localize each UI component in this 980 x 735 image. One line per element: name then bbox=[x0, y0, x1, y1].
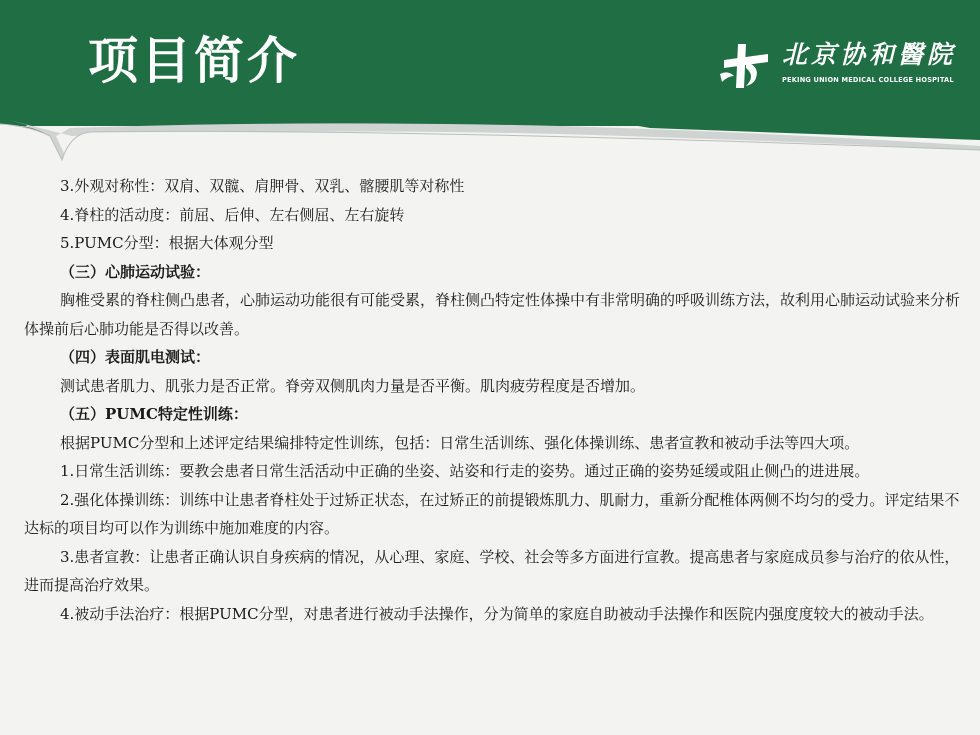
hospital-logo bbox=[716, 40, 956, 90]
paragraph-passive-therapy: 4.被动手法治疗：根据PUMC分型，对患者进行被动手法操作，分为简单的家庭自助被动手法操作和医院内强度度较大的被动手法。 bbox=[60, 604, 934, 623]
paragraph-emg: 测试患者肌力、肌张力是否正常。脊旁双侧肌肉力量是否平衡。肌肉疲劳程度是否增加。 bbox=[60, 376, 646, 395]
page-title: 项目简介 bbox=[88, 32, 300, 90]
paragraph-pumc-type: 5.PUMC分型：根据大体观分型 bbox=[60, 234, 274, 252]
section-heading-pumc-training: （五）PUMC特定性训练： bbox=[60, 405, 248, 423]
paragraph-exercise-training: 2.强化体操训练：训练中让患者脊柱处于过矫正状态，在过矫正的前提锻炼肌力、肌耐力，重新分配椎体两侧不均匀的受力。评定结果不达标的项目均可以作为训练中施加难度的内容。 bbox=[24, 490, 960, 537]
paragraph-mobility: 4.脊柱的活动度：前屈、后伸、左右侧屈、左右旋转 bbox=[60, 205, 405, 224]
paragraph-cardiopulmonary: 胸椎受累的脊柱侧凸患者，心肺运动功能很有可能受累，脊柱侧凸特定性体操中有非常明确的呼吸训练方法，故利用心肺运动试验来分析体操前后心肺功能是否得以改善。 bbox=[24, 291, 961, 338]
logo-english-name: PEKING UNION MEDICAL COLLEGE HOSPITAL bbox=[782, 76, 954, 84]
logo-chinese-name: 北京协和醫院 bbox=[782, 40, 957, 69]
paragraph-daily-training: 1.日常生活训练：要教会患者日常生活活动中正确的坐姿、站姿和行走的姿势。通过正确的姿势延缓或阻止侧凸的进进展。 bbox=[60, 462, 870, 480]
content-body bbox=[24, 172, 960, 628]
section-heading-emg: （四）表面肌电测试： bbox=[60, 348, 211, 366]
paragraph-patient-education: 3.患者宣教：让患者正确认识自身疾病的情况，从心理、家庭、学校、社会等多方面进行宣教。提高患者与家庭成员参与治疗的依从性，进而提高治疗效果。 bbox=[24, 547, 960, 594]
section-heading-cardiopulmonary: （三）心肺运动试验： bbox=[60, 262, 211, 281]
paragraph-pumc-training: 根据PUMC分型和上述评定结果编排特定性训练，包括：日常生活训练、强化体操训练、患者宣教和被动手法等四大项。 bbox=[60, 433, 860, 452]
header-banner bbox=[0, 0, 980, 165]
hospital-emblem-icon bbox=[716, 40, 776, 90]
paragraph-symmetry: 3.外观对称性：双肩、双髋、肩胛骨、双乳、髂腰肌等对称性 bbox=[60, 177, 465, 195]
